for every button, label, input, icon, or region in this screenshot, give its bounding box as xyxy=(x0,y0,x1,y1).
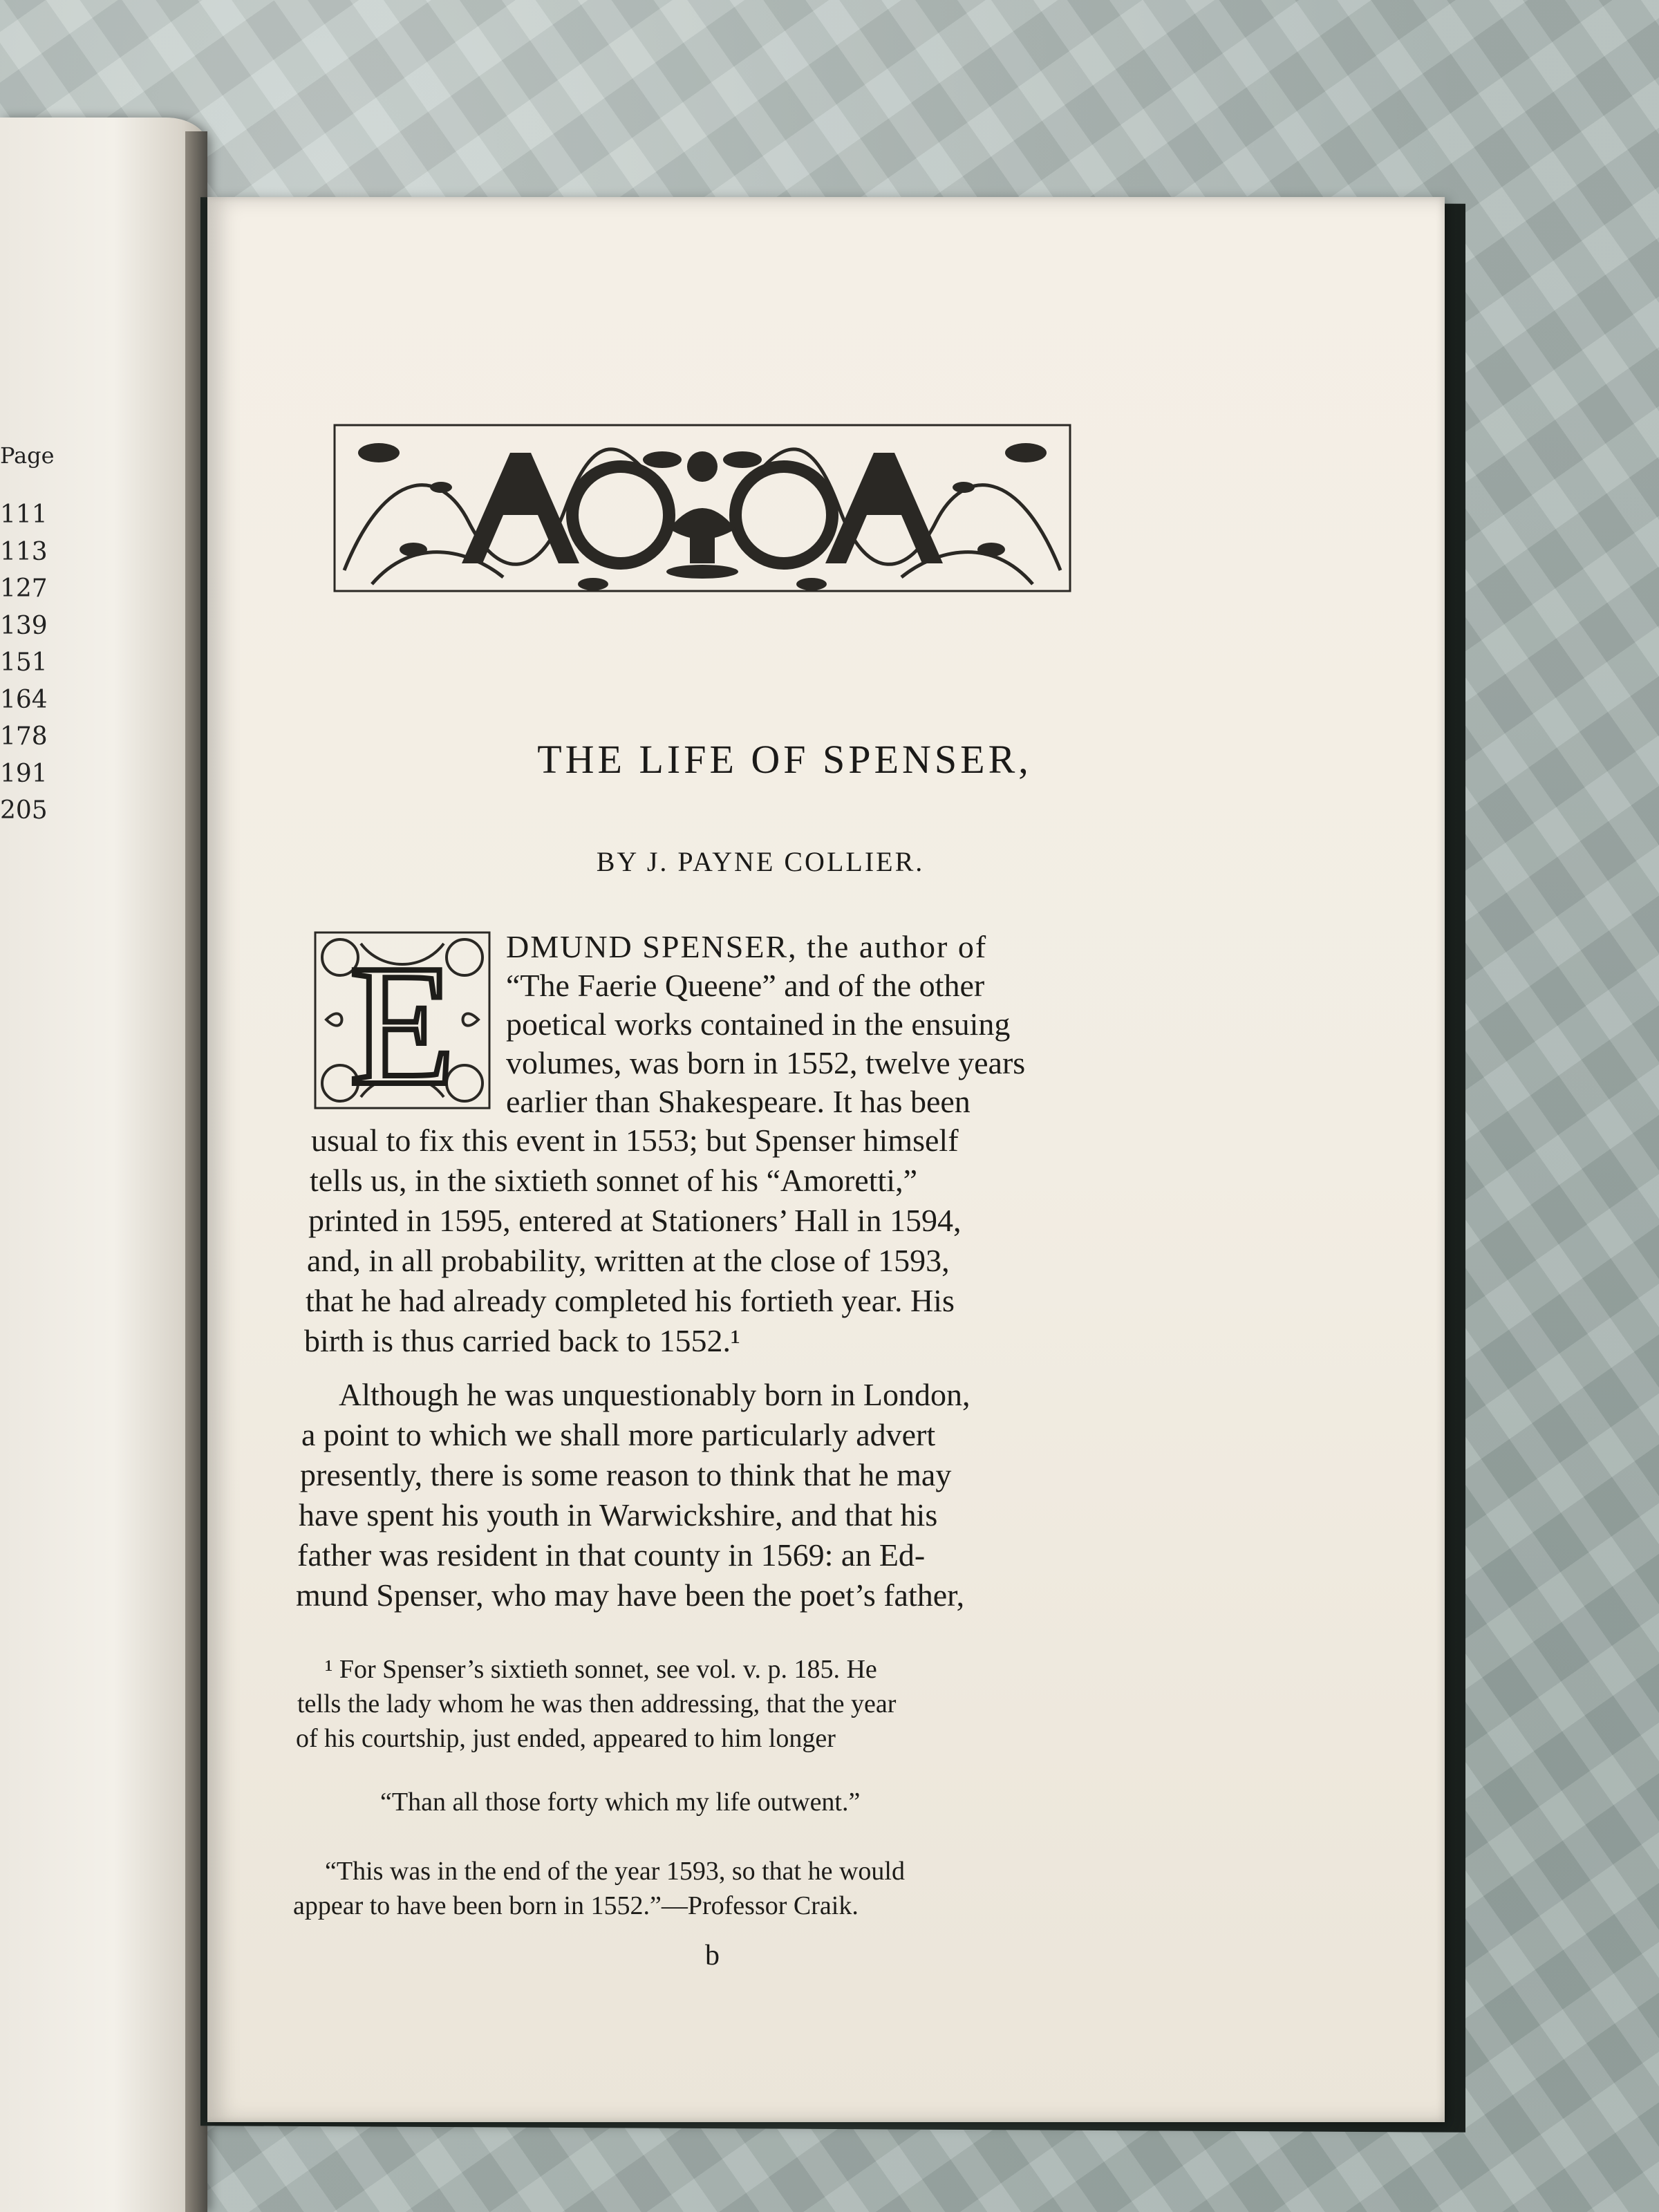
left-facing-page xyxy=(0,118,207,2212)
toc-page-number: 151 xyxy=(0,648,48,677)
body-line: and, in all probability, written at the close of 1593, xyxy=(307,1243,950,1278)
drop-cap-letter: E xyxy=(349,930,456,1111)
footnote-quote: “Than all those forty which my life outwent.” xyxy=(380,1788,861,1817)
body-text xyxy=(207,197,1445,2122)
body-line: birth is thus carried back to 1552.¹ xyxy=(304,1323,740,1358)
toc-heading: Page xyxy=(0,442,55,469)
signature-mark: b xyxy=(705,1940,720,1971)
footnote-line: “This was in the end of the year 1593, so that he would xyxy=(325,1857,905,1886)
right-book-page xyxy=(207,197,1445,2122)
chapter-title: THE LIFE OF SPENSER, xyxy=(537,737,1032,782)
body-line: DMUND SPENSER, the author of xyxy=(506,929,988,964)
toc-page-number: 113 xyxy=(0,537,48,566)
author-byline: BY J. PAYNE COLLIER. xyxy=(596,846,925,877)
toc-page-number: 111 xyxy=(0,500,48,529)
body-line: usual to fix this event in 1553; but Spenser himself xyxy=(311,1123,959,1158)
footnote-line: tells the lady whom he was then addressing, that the year xyxy=(297,1689,897,1718)
toc-page-number: 205 xyxy=(0,796,48,825)
toc-page-number: 127 xyxy=(0,574,48,603)
table-of-contents-fragment xyxy=(0,442,62,830)
body-line: earlier than Shakespeare. It has been xyxy=(506,1084,971,1119)
body-line: volumes, was born in 1552, twelve years xyxy=(506,1045,1026,1080)
body-line: mund Spenser, who may have been the poet’s father, xyxy=(296,1577,965,1613)
body-line: printed in 1595, entered at Stationers’ Hall in 1594, xyxy=(308,1203,962,1238)
toc-page-number: 178 xyxy=(0,722,48,751)
body-line: tells us, in the sixtieth sonnet of his “Amoretti,” xyxy=(310,1163,917,1198)
toc-page-number: 139 xyxy=(0,611,48,640)
footnote-line: of his courtship, just ended, appeared to him longer xyxy=(296,1724,836,1753)
body-line: poetical works contained in the ensuing xyxy=(506,1006,1011,1042)
body-line: presently, there is some reason to think that he may xyxy=(300,1457,952,1492)
body-line: that he had already completed his fortieth year. His xyxy=(306,1283,955,1318)
toc-page-number: 191 xyxy=(0,759,48,788)
footnote-line: ¹ For Spenser’s sixtieth sonnet, see vol. v. p. 185. He xyxy=(325,1655,877,1684)
footnote-line: appear to have been born in 1552.”—Professor Craik. xyxy=(293,1891,859,1920)
body-line: a point to which we shall more particularly advert xyxy=(301,1417,936,1452)
body-line: father was resident in that county in 1569: an Ed- xyxy=(297,1537,926,1573)
body-line: “The Faerie Queene” and of the other xyxy=(506,968,985,1003)
body-line: have spent his youth in Warwickshire, and that his xyxy=(299,1497,938,1533)
toc-page-number: 164 xyxy=(0,685,48,714)
body-line: Although he was unquestionably born in London, xyxy=(339,1377,971,1412)
